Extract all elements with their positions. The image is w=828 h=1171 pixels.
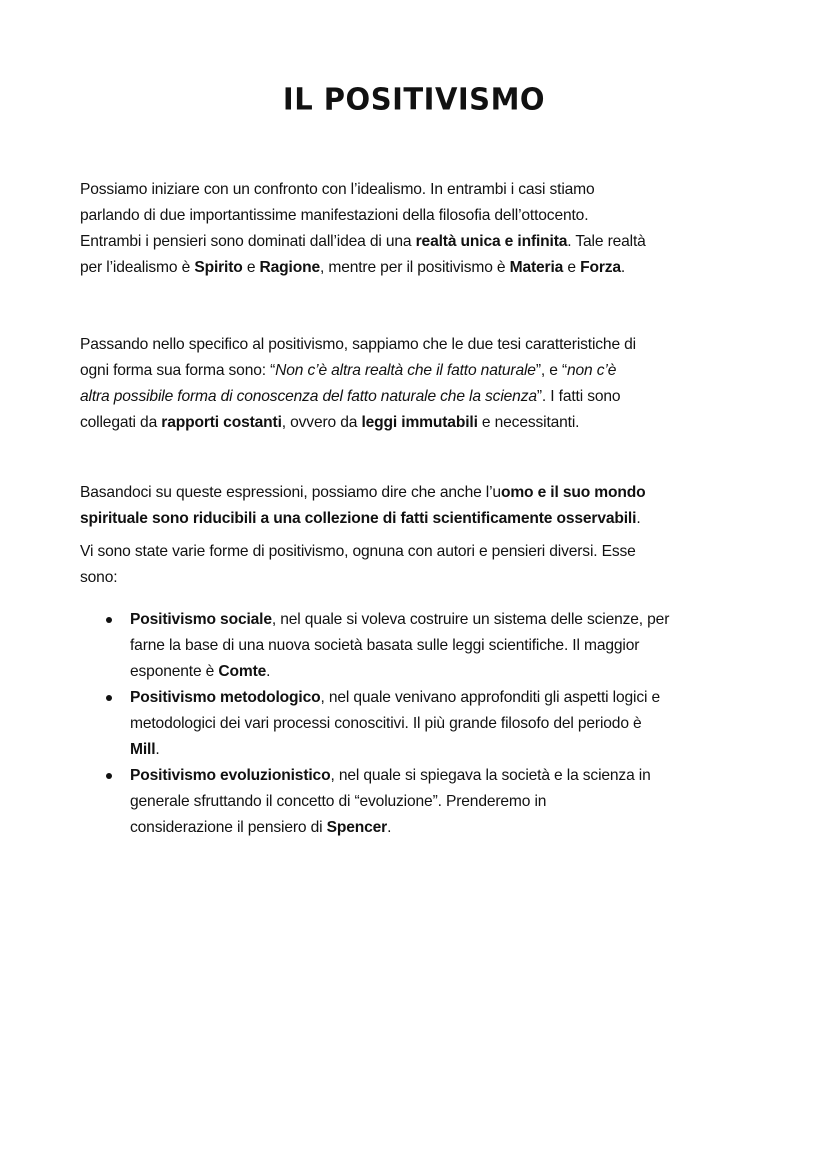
bold-text: Materia xyxy=(509,259,564,276)
text-run: , nel quale si voleva costruire un sistema delle scienze, per xyxy=(271,611,670,628)
page-title: IL POSITIVISMO xyxy=(282,81,546,117)
bold-text: leggi immutabili xyxy=(361,414,478,431)
text-line xyxy=(130,659,669,685)
text-run: e xyxy=(242,259,260,276)
text-run: esponente è xyxy=(130,663,219,680)
bullet-evolutionary xyxy=(130,763,651,841)
bold-text: Mill xyxy=(130,741,156,758)
bullet-dot-icon xyxy=(106,695,112,701)
text-line xyxy=(130,633,669,659)
text-line xyxy=(80,410,636,436)
text-run: ”. I fatti sono xyxy=(536,388,621,405)
text-line xyxy=(80,565,636,591)
text-run: farne la base di una nuova società basata sulle leggi scientifiche. Il maggior xyxy=(130,637,640,654)
text-run: e xyxy=(563,259,581,276)
text-line xyxy=(80,229,646,255)
bold-text: realtà unica e infinita xyxy=(415,233,568,250)
bold-text: rapporti costanti xyxy=(161,414,282,431)
text-run: . Tale realtà xyxy=(567,233,646,250)
text-run: metodologici dei vari processi conoscitivi. Il più grande filosofo del periodo è xyxy=(130,715,642,732)
bold-text: Ragione xyxy=(259,259,320,276)
bold-text: Spirito xyxy=(194,259,243,276)
text-run: e necessitanti. xyxy=(477,414,580,431)
bold-text: Comte xyxy=(218,663,267,680)
text-line xyxy=(80,203,646,229)
text-line xyxy=(80,506,646,532)
paragraph-forms xyxy=(80,539,636,591)
bold-text: Positivismo metodologico xyxy=(130,689,321,706)
paragraph-man xyxy=(80,480,646,532)
text-run: . xyxy=(620,259,626,276)
text-run: parlando di due importantissime manifestazioni della filosofia dell’ottocento. xyxy=(80,207,589,224)
bold-text: omo e il suo mondo xyxy=(500,484,646,501)
text-line xyxy=(80,255,646,281)
bullet-social xyxy=(130,607,669,685)
bold-text: Positivismo evoluzionistico xyxy=(130,767,331,784)
text-run: Vi sono state varie forme di positivismo, ognuna con autori e pensieri diversi. Esse xyxy=(80,543,636,560)
text-line xyxy=(80,539,636,565)
text-line xyxy=(130,737,660,763)
text-run: . xyxy=(636,510,641,527)
bullet-methodological xyxy=(130,685,660,763)
text-run: . xyxy=(266,663,271,680)
paragraph-intro xyxy=(80,177,646,281)
text-run: Possiamo iniziare con un confronto con l’idealismo. In entrambi i casi stiamo xyxy=(80,181,595,198)
text-run: , mentre per il positivismo è xyxy=(320,259,510,276)
text-line xyxy=(80,384,636,410)
paragraph-theses xyxy=(80,332,636,436)
text-run: . xyxy=(387,819,392,836)
bold-text: Spencer xyxy=(326,819,388,836)
text-run: collegati da xyxy=(80,414,162,431)
bold-text: Positivismo sociale xyxy=(130,611,272,628)
italic-text: altra possibile forma di conoscenza del fatto naturale che la scienza xyxy=(80,388,537,405)
text-line xyxy=(130,789,651,815)
text-line xyxy=(130,607,669,633)
text-run: ”, e “ xyxy=(535,362,567,379)
text-line xyxy=(80,177,646,203)
text-run: , nel quale si spiegava la società e la scienza in xyxy=(330,767,651,784)
text-run: , ovvero da xyxy=(281,414,362,431)
text-line xyxy=(130,763,651,789)
bold-text: spirituale sono riducibili a una collezione di fatti scientificamente osservabili xyxy=(80,510,637,527)
text-run: Passando nello specifico al positivismo, sappiamo che le due tesi caratteristiche di xyxy=(80,336,637,353)
text-run: , nel quale venivano approfonditi gli aspetti logici e xyxy=(320,689,661,706)
text-run: ogni forma sua forma sono: “ xyxy=(80,362,276,379)
italic-text: non c’è xyxy=(567,362,617,379)
text-line xyxy=(130,685,660,711)
text-run: generale sfruttando il concetto di “evoluzione”. Prenderemo in xyxy=(130,793,547,810)
italic-text: Non c’è altra realtà che il fatto naturale xyxy=(275,362,536,379)
bold-text: Forza xyxy=(580,259,621,276)
text-line xyxy=(80,480,646,506)
text-run: sono: xyxy=(80,569,118,586)
text-line xyxy=(130,815,651,841)
text-run: Entrambi i pensieri sono dominati dall’idea di una xyxy=(80,233,416,250)
bullet-dot-icon xyxy=(106,773,112,779)
text-run: Basandoci su queste espressioni, possiamo dire che anche l’u xyxy=(80,484,501,501)
text-run: . xyxy=(155,741,160,758)
text-line xyxy=(130,711,660,737)
text-run: per l’idealismo è xyxy=(80,259,195,276)
bullet-dot-icon xyxy=(106,617,112,623)
text-run: considerazione il pensiero di xyxy=(130,819,327,836)
text-line xyxy=(80,332,636,358)
text-line xyxy=(80,358,636,384)
